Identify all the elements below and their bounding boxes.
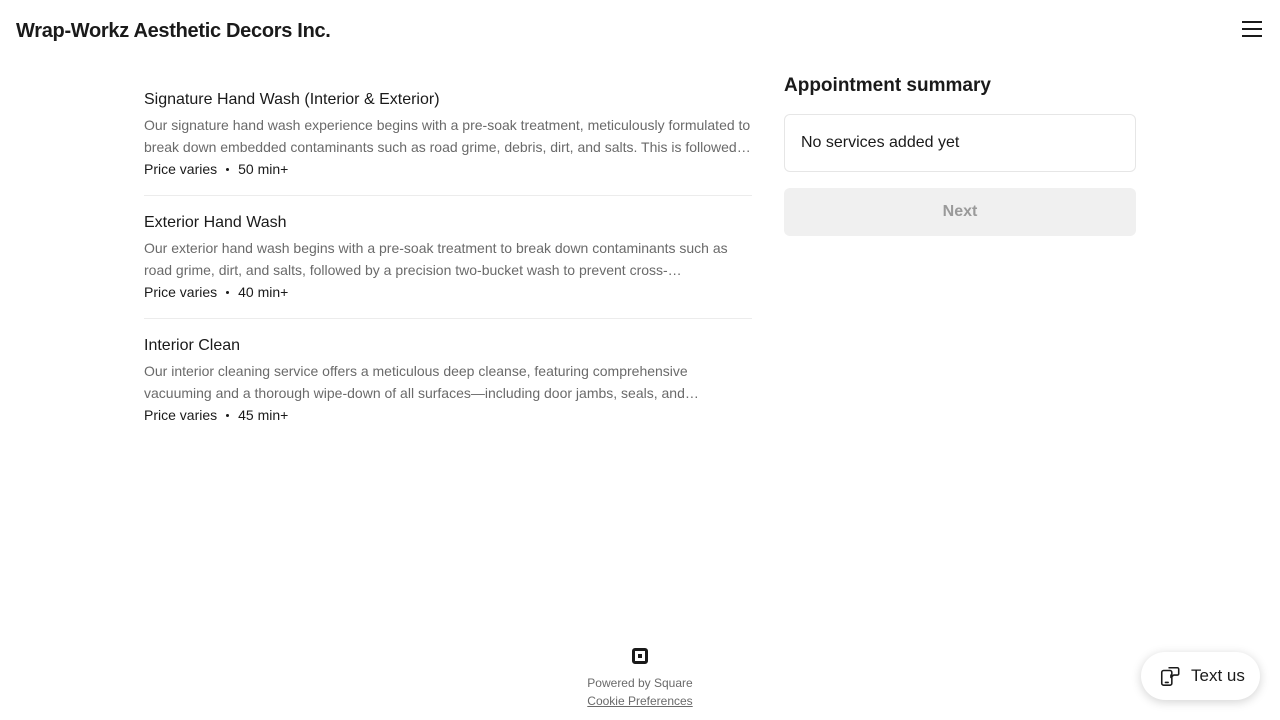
menu-line [1242, 35, 1262, 37]
powered-by-text: Powered by Square [587, 676, 693, 690]
summary-empty-text: No services added yet [801, 134, 960, 151]
service-description: Our signature hand wash experience begins with a pre-soak treatment, meticulously formulated to break down embedded contaminants such as road grime, debris, dirt, and salts. This is followed [144, 117, 751, 155]
summary-empty-state [784, 114, 1136, 172]
summary-title: Appointment summary [784, 75, 991, 96]
service-description: Our interior cleaning service offers a meticulous deep cleanse, featuring comprehensive vacuuming and a thorough wipe-down of all surfaces—including door jambs, seals, and [144, 363, 688, 401]
service-duration: 40 min+ [238, 284, 289, 300]
separator-dot [226, 168, 229, 171]
service-price: Price varies [144, 161, 218, 177]
appointment-summary [784, 74, 1136, 236]
text-us-label: Text us [1191, 666, 1245, 685]
service-description: Our exterior hand wash begins with a pre-soak treatment to break down contaminants such as road grime, dirt, and salts, followed by a precision two-bucket wash to prevent cross-… [144, 240, 728, 278]
service-title[interactable]: Signature Hand Wash (Interior & Exterior) [144, 91, 440, 108]
service-duration: 45 min+ [238, 407, 289, 423]
menu-line [1242, 21, 1262, 23]
service-price: Price varies [144, 407, 218, 423]
separator-dot [226, 291, 229, 294]
hamburger-menu-icon[interactable] [1238, 16, 1266, 42]
text-us-button[interactable] [1141, 652, 1260, 700]
service-title[interactable]: Exterior Hand Wash [144, 214, 287, 231]
service-meta [144, 404, 752, 426]
service-price: Price varies [144, 284, 218, 300]
next-button[interactable]: Next [784, 188, 1136, 236]
services-list [144, 88, 752, 456]
service-title[interactable]: Interior Clean [144, 337, 241, 354]
separator-dot [226, 414, 229, 417]
service-duration: 50 min+ [238, 161, 289, 177]
cookie-preferences-link[interactable]: Cookie Preferences [587, 694, 693, 708]
service-meta [144, 158, 752, 180]
service-meta [144, 281, 752, 303]
service-item[interactable] [144, 211, 752, 319]
service-item[interactable] [144, 334, 752, 441]
brand-name[interactable]: Wrap-Workz Aesthetic Decors Inc. [16, 20, 331, 42]
phone-message-icon [1159, 665, 1181, 687]
service-item[interactable] [144, 88, 752, 196]
square-logo-icon [632, 648, 648, 664]
menu-line [1242, 28, 1262, 30]
footer [540, 648, 740, 710]
